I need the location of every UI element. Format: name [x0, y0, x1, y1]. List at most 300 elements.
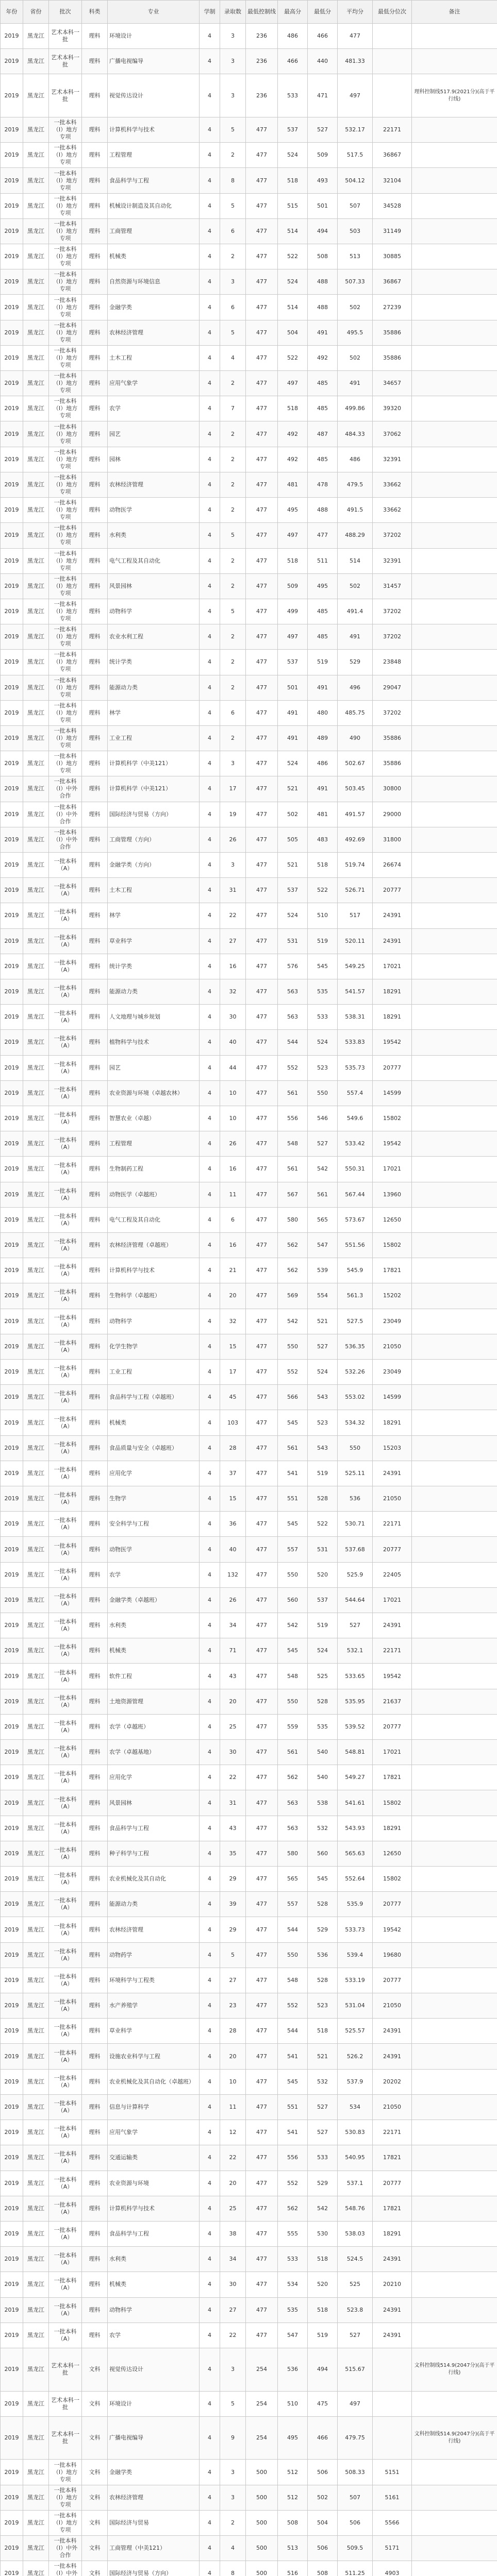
table-cell: 477: [246, 1587, 278, 1613]
table-cell: 17821: [373, 2145, 412, 2171]
table-cell: 15: [220, 1486, 246, 1512]
table-cell: 一批本科（I）地方专项: [49, 447, 82, 472]
table-cell: 477: [246, 979, 278, 1004]
table-cell: 477: [246, 345, 278, 370]
table-cell: 理科: [82, 1435, 108, 1461]
table-cell: 艺术本科一批: [49, 2391, 82, 2416]
table-cell: 4: [220, 2536, 246, 2561]
table-cell: 545: [308, 954, 338, 979]
table-cell: 黑龙江: [23, 700, 49, 725]
table-cell: 2019: [1, 624, 23, 650]
table-cell: 20: [220, 1689, 246, 1714]
table-cell: 一批本科（A）: [49, 1816, 82, 1841]
table-cell: 477: [246, 2196, 278, 2221]
table-cell: 2019: [1, 1993, 23, 2019]
table-cell: 4: [200, 1537, 220, 1562]
table-cell: [373, 49, 412, 74]
table-cell: 492: [308, 345, 338, 370]
table-cell: 4: [200, 802, 220, 827]
table-row: [1, 143, 497, 168]
table-cell: 37202: [373, 700, 412, 725]
table-cell: [412, 1537, 497, 1562]
table-cell: 2019: [1, 1360, 23, 1385]
table-cell: 一批本科（A）: [49, 1334, 82, 1359]
table-cell: [412, 2069, 497, 2094]
table-cell: [412, 1714, 497, 1739]
table-cell: 2019: [1, 2069, 23, 2094]
table-cell: [412, 1131, 497, 1157]
table-cell: 541.61: [338, 1790, 373, 1816]
table-cell: 理科: [82, 1232, 108, 1258]
table-cell: 理科: [82, 1005, 108, 1030]
table-cell: 4: [200, 1765, 220, 1790]
table-cell: 黑龙江: [23, 74, 49, 117]
table-cell: [412, 1816, 497, 1841]
table-cell: 4: [200, 269, 220, 295]
table-row: [1, 1486, 497, 1512]
table-cell: 528: [308, 1892, 338, 1917]
table-cell: 485: [308, 371, 338, 396]
table-cell: 562: [278, 1258, 308, 1283]
table-cell: 4: [200, 1486, 220, 1512]
table-cell: 488: [308, 295, 338, 320]
table-cell: 4: [200, 1841, 220, 1866]
table-row: [1, 1207, 497, 1232]
table-cell: 544: [278, 2019, 308, 2044]
table-cell: 土木工程: [108, 878, 200, 903]
table-cell: 497: [278, 371, 308, 396]
table-cell: 15802: [373, 1106, 412, 1131]
table-cell: 4: [200, 396, 220, 421]
table-cell: 24391: [373, 928, 412, 954]
table-cell: 544: [278, 1030, 308, 1055]
table-cell: 2019: [1, 954, 23, 979]
table-row: [1, 1512, 497, 1537]
table-cell: 19542: [373, 1917, 412, 1942]
table-cell: 黑龙江: [23, 2536, 49, 2561]
table-row: [1, 269, 497, 295]
table-cell: 16: [220, 1157, 246, 1182]
table-cell: 2019: [1, 1613, 23, 1638]
table-cell: 黑龙江: [23, 345, 49, 370]
table-cell: 2019: [1, 1816, 23, 1841]
table-cell: 513: [278, 2536, 308, 2561]
table-cell: 文科: [82, 2416, 108, 2460]
table-cell: 35886: [373, 725, 412, 751]
table-cell: 492.69: [338, 827, 373, 852]
table-cell: 492: [278, 421, 308, 447]
table-cell: 理科: [82, 852, 108, 877]
table-cell: 254: [246, 2348, 278, 2391]
table-cell: 理科: [82, 447, 108, 472]
table-cell: 524: [278, 903, 308, 928]
table-cell: 黑龙江: [23, 193, 49, 218]
table-cell: 黑龙江: [23, 1258, 49, 1283]
table-cell: 一批本科（I）地方专项: [49, 498, 82, 523]
table-cell: 黑龙江: [23, 2120, 49, 2145]
table-cell: 563: [278, 979, 308, 1004]
table-cell: 机械类: [108, 244, 200, 269]
table-cell: 551: [278, 1486, 308, 1512]
table-cell: 园林: [108, 447, 200, 472]
table-cell: 561: [278, 1080, 308, 1106]
table-cell: 4: [200, 1182, 220, 1207]
table-cell: 2019: [1, 2510, 23, 2535]
table-cell: 17821: [373, 2196, 412, 2221]
table-cell: 550: [338, 1435, 373, 1461]
table-cell: 18291: [373, 979, 412, 1004]
table-cell: 477: [246, 244, 278, 269]
table-cell: 黑龙江: [23, 1689, 49, 1714]
table-cell: 4: [200, 2069, 220, 2094]
table-cell: 550: [278, 1689, 308, 1714]
table-cell: 40: [220, 1030, 246, 1055]
table-row: [1, 1613, 497, 1638]
table-cell: 567: [278, 1182, 308, 1207]
table-cell: 一批本科（A）: [49, 852, 82, 877]
table-cell: 523: [308, 1055, 338, 1080]
table-cell: 477: [246, 1942, 278, 1968]
table-cell: 黑龙江: [23, 218, 49, 244]
table-row: [1, 1283, 497, 1309]
table-cell: 4: [200, 1917, 220, 1942]
table-cell: 理科: [82, 802, 108, 827]
table-cell: 一批本科（I）地方专项: [49, 548, 82, 573]
table-row: [1, 421, 497, 447]
column-header: 年份: [1, 1, 23, 24]
table-cell: 509.5: [338, 2536, 373, 2561]
table-cell: 2019: [1, 928, 23, 954]
table-row: [1, 928, 497, 954]
table-row: [1, 1360, 497, 1385]
table-cell: [412, 1993, 497, 2019]
table-row: [1, 2297, 497, 2323]
table-cell: 4: [200, 1714, 220, 1739]
table-cell: 37: [220, 1461, 246, 1486]
table-cell: 理科: [82, 1562, 108, 1587]
table-cell: 3: [220, 852, 246, 877]
table-cell: 水利类: [108, 523, 200, 548]
table-cell: 2: [220, 624, 246, 650]
table-cell: 26: [220, 827, 246, 852]
table-cell: 485: [308, 599, 338, 624]
table-cell: 4: [200, 1613, 220, 1638]
table-cell: 10: [220, 2069, 246, 2094]
table-cell: 487: [308, 421, 338, 447]
table-cell: 536: [308, 1942, 338, 1968]
table-cell: 477: [246, 168, 278, 193]
table-cell: 黑龙江: [23, 1638, 49, 1664]
table-cell: 17021: [373, 1587, 412, 1613]
table-cell: 477: [246, 2044, 278, 2069]
table-cell: [412, 1664, 497, 1689]
table-row: [1, 49, 497, 74]
table-cell: 519.74: [338, 852, 373, 877]
table-cell: 2019: [1, 1841, 23, 1866]
table-cell: 黑龙江: [23, 1283, 49, 1309]
table-cell: 20: [220, 2171, 246, 2196]
table-cell: 477: [246, 2297, 278, 2323]
table-cell: 550: [278, 1334, 308, 1359]
table-cell: 理科: [82, 472, 108, 497]
table-cell: 23848: [373, 650, 412, 675]
table-cell: 539: [308, 1258, 338, 1283]
table-cell: 477: [246, 573, 278, 599]
table-row: [1, 1587, 497, 1613]
table-cell: 543: [308, 1385, 338, 1410]
table-cell: 一批本科（I）地方专项: [49, 244, 82, 269]
table-cell: 542: [278, 1613, 308, 1638]
table-cell: 21050: [373, 1334, 412, 1359]
table-cell: 一批本科（I）地方专项: [49, 675, 82, 700]
table-cell: 黑龙江: [23, 2272, 49, 2297]
table-cell: 30: [220, 1005, 246, 1030]
table-cell: 农学（卓越基地）: [108, 1740, 200, 1765]
table-cell: 2019: [1, 320, 23, 345]
table-row: [1, 2094, 497, 2120]
table-cell: 534: [338, 2094, 373, 2120]
table-cell: 一批本科（I）地方专项: [49, 573, 82, 599]
table-row: [1, 218, 497, 244]
table-cell: 502: [338, 345, 373, 370]
table-cell: 534: [278, 2272, 308, 2297]
table-cell: 477: [246, 269, 278, 295]
table-cell: 500: [246, 2536, 278, 2561]
table-cell: [412, 421, 497, 447]
table-cell: 4: [200, 421, 220, 447]
table-cell: 12650: [373, 1207, 412, 1232]
table-cell: 526.2: [338, 2044, 373, 2069]
table-cell: 黑龙江: [23, 2416, 49, 2460]
table-row: [1, 903, 497, 928]
table-cell: 4: [200, 2561, 220, 2576]
table-cell: 一批本科（I）地方专项: [49, 421, 82, 447]
table-cell: 2019: [1, 117, 23, 143]
table-cell: 37202: [373, 599, 412, 624]
table-cell: 562: [278, 1765, 308, 1790]
table-cell: 2: [220, 498, 246, 523]
table-row: [1, 675, 497, 700]
table-cell: 一批本科（A）: [49, 1131, 82, 1157]
table-cell: 481: [308, 802, 338, 827]
table-cell: 4: [200, 2019, 220, 2044]
table-cell: 477: [246, 1486, 278, 1512]
table-cell: 535: [308, 1714, 338, 1739]
table-cell: 理科: [82, 523, 108, 548]
table-cell: 4: [200, 878, 220, 903]
table-cell: 黑龙江: [23, 2044, 49, 2069]
table-cell: 5161: [373, 2485, 412, 2510]
table-row: [1, 725, 497, 751]
table-cell: 理科: [82, 2323, 108, 2348]
table-cell: [412, 1461, 497, 1486]
table-cell: 2019: [1, 396, 23, 421]
table-cell: 477: [246, 1232, 278, 1258]
table-cell: 理科: [82, 345, 108, 370]
table-cell: 21050: [373, 2094, 412, 2120]
table-cell: 477: [246, 1157, 278, 1182]
table-cell: [412, 2221, 497, 2246]
table-cell: 农林经济管理（卓越班）: [108, 1232, 200, 1258]
table-cell: 理科: [82, 1664, 108, 1689]
table-cell: 一批本科（A）: [49, 1309, 82, 1334]
table-cell: 477: [246, 447, 278, 472]
table-cell: 471: [308, 74, 338, 117]
table-cell: 2019: [1, 49, 23, 74]
table-cell: 4: [200, 498, 220, 523]
table-cell: 黑龙江: [23, 1562, 49, 1587]
table-cell: 548.81: [338, 1740, 373, 1765]
table-cell: [412, 1182, 497, 1207]
table-cell: [412, 1587, 497, 1613]
table-cell: 2019: [1, 1968, 23, 1993]
table-cell: 477: [246, 2094, 278, 2120]
table-cell: 理科: [82, 49, 108, 74]
table-cell: 一批本科（I）中外合作: [49, 827, 82, 852]
table-cell: 2: [220, 143, 246, 168]
table-cell: 理科: [82, 1613, 108, 1638]
table-cell: 机械设计制造及其自动化: [108, 193, 200, 218]
table-cell: 3: [220, 49, 246, 74]
table-cell: 561: [308, 1182, 338, 1207]
table-cell: 4: [200, 2247, 220, 2272]
table-cell: 2019: [1, 1106, 23, 1131]
table-cell: 516: [278, 2561, 308, 2576]
table-cell: 4: [220, 345, 246, 370]
table-cell: 521: [308, 2044, 338, 2069]
table-cell: 11: [220, 1182, 246, 1207]
table-cell: 5566: [373, 2510, 412, 2535]
table-cell: 477: [246, 1993, 278, 2019]
table-row: [1, 2221, 497, 2246]
table-cell: 理科: [82, 244, 108, 269]
table-cell: 环境设计: [108, 2391, 200, 2416]
table-cell: [412, 725, 497, 751]
table-cell: 477: [338, 24, 373, 49]
table-cell: 能源动力类: [108, 979, 200, 1004]
table-cell: 2019: [1, 421, 23, 447]
table-row: [1, 1993, 497, 2019]
table-cell: 27239: [373, 295, 412, 320]
table-cell: 一批本科（A）: [49, 2196, 82, 2221]
table-cell: 580: [278, 1841, 308, 1866]
table-cell: 黑龙江: [23, 776, 49, 802]
table-cell: 工业工程: [108, 1360, 200, 1385]
table-cell: 519: [308, 650, 338, 675]
table-cell: 4: [200, 1309, 220, 1334]
table-cell: 544: [278, 1917, 308, 1942]
table-cell: 22: [220, 903, 246, 928]
table-cell: 文科: [82, 2391, 108, 2416]
table-cell: 一批本科（A）: [49, 1638, 82, 1664]
table-row: [1, 827, 497, 852]
table-cell: 4: [200, 2485, 220, 2510]
table-cell: 2019: [1, 472, 23, 497]
table-cell: 理科: [82, 498, 108, 523]
table-cell: 538: [308, 1790, 338, 1816]
table-cell: 一批本科（A）: [49, 1106, 82, 1131]
table-cell: 一批本科（A）: [49, 2145, 82, 2171]
table-cell: 2019: [1, 2416, 23, 2460]
table-cell: 530.71: [338, 1512, 373, 1537]
table-cell: 477: [246, 2145, 278, 2171]
table-cell: 一批本科（A）: [49, 1714, 82, 1739]
table-cell: 477: [246, 2069, 278, 2094]
table-cell: 33662: [373, 472, 412, 497]
column-header: 录取数: [220, 1, 246, 24]
table-cell: 一批本科（I）地方专项: [49, 751, 82, 776]
table-cell: 477: [246, 1537, 278, 1562]
table-cell: 理科: [82, 1207, 108, 1232]
table-row: [1, 1867, 497, 1892]
table-cell: 26: [220, 1587, 246, 1613]
table-cell: 4: [200, 218, 220, 244]
table-cell: 4: [200, 1587, 220, 1613]
table-cell: 500: [246, 2561, 278, 2576]
table-cell: 543: [308, 1435, 338, 1461]
table-cell: [412, 1968, 497, 1993]
table-cell: 2019: [1, 650, 23, 675]
table-cell: 黑龙江: [23, 1968, 49, 1993]
table-cell: 黑龙江: [23, 1106, 49, 1131]
table-cell: 黑龙江: [23, 675, 49, 700]
table-cell: 477: [246, 599, 278, 624]
table-cell: [412, 2323, 497, 2348]
table-cell: 一批本科（A）: [49, 1892, 82, 1917]
table-cell: 6: [220, 700, 246, 725]
table-cell: 477: [246, 1740, 278, 1765]
table-cell: 2019: [1, 1182, 23, 1207]
table-cell: [412, 1942, 497, 1968]
table-cell: 视觉传达设计: [108, 74, 200, 117]
table-cell: 551.56: [338, 1232, 373, 1258]
table-cell: 477: [246, 472, 278, 497]
table-cell: 514: [278, 295, 308, 320]
table-cell: 2019: [1, 1334, 23, 1359]
table-cell: [412, 573, 497, 599]
table-cell: 512: [278, 2460, 308, 2485]
table-cell: 532.26: [338, 1360, 373, 1385]
table-cell: 485: [308, 396, 338, 421]
table-cell: [412, 700, 497, 725]
table-cell: 林学: [108, 903, 200, 928]
table-cell: 14599: [373, 1385, 412, 1410]
table-cell: 黑龙江: [23, 2391, 49, 2416]
table-cell: 2019: [1, 244, 23, 269]
table-cell: 2019: [1, 2460, 23, 2485]
table-cell: 477: [246, 1917, 278, 1942]
table-cell: 2: [220, 725, 246, 751]
table-cell: 34528: [373, 193, 412, 218]
table-cell: 4: [200, 1131, 220, 1157]
table-cell: 2019: [1, 1410, 23, 1435]
table-cell: 506: [338, 2510, 373, 2535]
table-cell: 477: [246, 1005, 278, 1030]
table-cell: 20210: [373, 2272, 412, 2297]
table-cell: [412, 117, 497, 143]
table-cell: 4: [200, 2094, 220, 2120]
table-cell: [373, 2348, 412, 2391]
table-cell: 527: [338, 1613, 373, 1638]
table-cell: 能源动力类: [108, 675, 200, 700]
table-cell: 黑龙江: [23, 1080, 49, 1106]
table-cell: [412, 2561, 497, 2576]
table-cell: 103: [220, 1410, 246, 1435]
table-cell: 527: [338, 2323, 373, 2348]
table-cell: 一批本科（I）地方专项: [49, 2485, 82, 2510]
table-cell: 理科: [82, 1638, 108, 1664]
table-cell: 17: [220, 776, 246, 802]
